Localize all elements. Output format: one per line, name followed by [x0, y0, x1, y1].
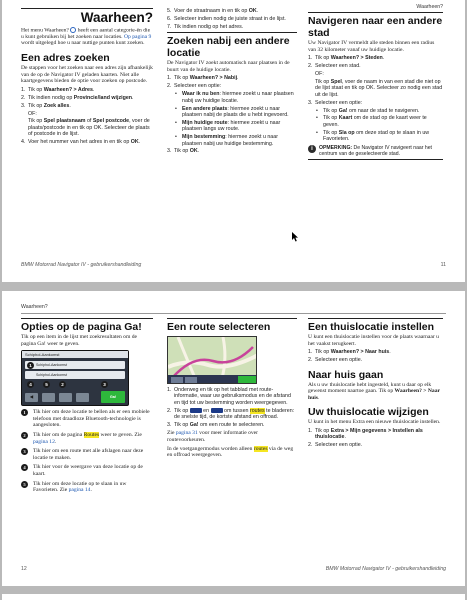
manual-page-12	[2, 291, 465, 586]
intro-paragraph: Het menu Waarheen? heeft een aantal categorie-ën die u kunt gebruiken bij het zoeken naar locaties. Op pagina 9 wordt uitgelegd hoe u naar nuttige punten kunt zoeken.	[21, 27, 152, 47]
section-heading: Een adres zoeken	[21, 52, 110, 65]
step-item: 1. Tik op Waarheen? > Adres.	[21, 86, 95, 93]
header-divider	[21, 313, 446, 314]
steps-list	[167, 387, 297, 428]
screen-row: Schiphol-Aankomst	[25, 371, 125, 379]
step-item: 1. Tik op Extra > Mijn gegevens > Instellen als thuislocatie.	[308, 427, 423, 441]
callout-item: 5 Tik hier om deze locatie op te slaan in uw Favorieten. Zie pagina 14.	[21, 481, 153, 494]
steps-list	[308, 100, 443, 106]
callout-item: 3 Tik hier om een route met alle afslagen naar deze locatie te maken.	[21, 448, 153, 461]
magnifier-icon	[70, 27, 76, 33]
highlight: Routes	[83, 431, 100, 438]
next-page-edge	[2, 594, 465, 600]
section-heading: Opties op de pagina Ga!	[21, 321, 142, 333]
step-item: 7. Tik indien nodig op het adres.	[167, 23, 244, 30]
page-link[interactable]: Op pagina 9	[124, 33, 152, 40]
footer-title: BMW Motorrad Navigator IV - gebruikershandleiding	[21, 262, 142, 268]
divider	[308, 318, 443, 319]
running-header: Waarheen?	[416, 4, 443, 10]
callout-marker: 4	[27, 381, 34, 388]
steps-list	[308, 428, 443, 449]
note-text: OPMERKING: De Navigator IV navigeert naar het centrum van de geselecteerde stad.	[319, 144, 432, 157]
section-body: In de voetgangermodus worden alleen routes via de weg en offroad weergegeven.	[167, 445, 294, 459]
step-item: 3. Tik op Zoek alles.	[21, 102, 71, 109]
section-heading: Naar huis gaan	[308, 368, 384, 381]
highlight: routes	[249, 407, 265, 414]
page-link[interactable]: pagina 31	[175, 430, 198, 437]
arrow-right-button-icon	[211, 408, 223, 413]
step-item: 1. Onderweg en tik op het tabblad met route-informatie, waar uw gebruiksmodus en de afstand en tijd tot uw bestemming worden weergegeven.	[167, 387, 291, 406]
step-item: 2. Tik op en om tussen routes te bladeren: de snelste tijd, de kortste afstand en offroad.	[167, 407, 295, 421]
steps-list	[308, 55, 443, 69]
page-link[interactable]: pagina 14	[68, 487, 91, 494]
step-item: 1. Tik op Waarheen? > Nabij.	[167, 75, 239, 82]
steps-list	[167, 148, 297, 154]
manual-page-11	[2, 0, 465, 282]
callout-marker: 1	[27, 362, 34, 369]
step-item: 6. Selecteer indien nodig de juiste straat in de lijst.	[167, 15, 286, 22]
step-item: 1. Tik op Waarheen? > Naar huis.	[308, 349, 391, 356]
step-item: 5. Voer de straatnaam in en tik op OK.	[167, 8, 259, 14]
section-body: Als u uw thuislocatie hebt ingesteld, kunt u daar op elk gewenst moment naartoe gaan. Tik op Waarheen? > Naar huis.	[308, 381, 440, 401]
column-left	[21, 8, 153, 147]
step-sub-text: Tik op Spel, voer de naam in van een stad die niet op de lijst staat en tik op OK. Selecteer zo nodig een stad uit de lijst.	[315, 78, 443, 98]
callout-marker: 2	[59, 381, 66, 388]
section-heading: Uw thuislocatie wijzigen	[308, 406, 429, 419]
step-item: 2. Selecteer een stad.	[308, 63, 361, 70]
column-left	[21, 318, 153, 497]
section-heading: Een thuislocatie instellen	[308, 321, 435, 333]
steps-list	[21, 139, 153, 145]
section-body: Zie pagina 31 voor meer informatie over routevoorkeuren.	[167, 430, 259, 444]
steps-list	[308, 349, 443, 363]
step-item: 2. Selecteer een optie:	[167, 83, 222, 90]
screen-title: Schiphol-Aankomst	[22, 351, 128, 358]
or-label: OF:	[315, 71, 324, 77]
option-item: • Tik op Ga! om naar de stad te navigeren.	[315, 108, 443, 114]
callout-item: 4 Tik hier voor de weergave van deze locatie op de kaart.	[21, 464, 153, 477]
running-header: Waarheen?	[21, 304, 48, 310]
option-item: • Tik op Kaart om de stad op de kaart weer te geven.	[315, 115, 443, 128]
divider	[167, 318, 297, 319]
column-right	[308, 318, 443, 450]
option-item: • Waar ik nu ben: hiermee zoekt u naar plaatsen nabij uw huidige locatie.	[174, 91, 297, 104]
route-button	[42, 393, 55, 402]
callout-item: 2 Tik hier om de pagina Routes weer te geven. Zie pagina 12.	[21, 432, 153, 445]
column-middle	[167, 318, 297, 461]
map-button	[59, 393, 72, 402]
back-button: ◀	[25, 393, 38, 402]
section-body: Uw Navigator IV vermeldt alle steden binnen een radius van 32 kilometer vanaf uw huidige locatie.	[308, 40, 435, 53]
divider	[21, 8, 153, 9]
option-item: • Een andere plaats: hiermee zoekt u naar plaatsen nabij de plaats die u hebt ingevoerd.	[174, 106, 297, 119]
step-item: 2. Selecteer een optie.	[308, 442, 363, 449]
divider	[21, 318, 153, 319]
steps-list	[167, 8, 297, 30]
page-link[interactable]: pagina 12	[33, 438, 55, 445]
callout-list	[21, 409, 153, 494]
section-body: De stappen voor het zoeken naar een adres zijn afhankelijk van de op de Navigator IV geladen kaarten. Niet alle kaartgegevens bieden de optie voor zoeken op postcode.	[21, 65, 153, 85]
option-item: • Tik op Sla op om deze stad op te slaan in uw Favorieten.	[315, 130, 443, 143]
callout-marker: 3	[101, 381, 108, 388]
section-heading: Een route selecteren	[167, 321, 271, 333]
column-middle	[167, 8, 297, 156]
step-item: 4. Voer het nummer van het adres in en tik op OK.	[21, 139, 141, 146]
or-label: OF:	[28, 110, 37, 117]
info-icon: i	[308, 145, 316, 153]
step-item: 2. Selecteer een optie.	[308, 357, 363, 364]
section-body: Tik op een item in de lijst met zoekresultaten om de pagina Ga! weer te geven.	[21, 334, 137, 347]
step-item: 3. Selecteer een optie:	[308, 99, 363, 106]
step-item: 3. Tik op Ga! om een route te selecteren.	[167, 422, 265, 429]
section-body: U kunt een thuislocatie instellen voor de plaats waarnaar u het vaakst terugkeert.	[308, 334, 439, 347]
options-list	[308, 108, 443, 143]
page-number: 12	[21, 566, 27, 572]
device-screenshot	[21, 350, 129, 406]
page-number: 11	[440, 262, 446, 268]
divider	[167, 32, 297, 33]
route-map-image	[167, 336, 257, 384]
section-heading: Navigeren naar een andere stad	[308, 15, 443, 39]
note-box	[308, 145, 443, 160]
go-button: Ga!	[101, 391, 125, 403]
column-right	[308, 4, 443, 160]
highlight: routes	[253, 445, 268, 452]
callout-item: 1 Tik hier om deze locatie te bellen als er een mobiele telefoon met draadloze Bluetooth-technologie is aangesloten.	[21, 409, 153, 429]
step-sub-text: Tik op Spel plaatsnaam of Spel postcode, voer de plaats/postcode in en tik op OK. Selecteer de plaats of postcode in de lijst.	[28, 118, 150, 138]
steps-list	[167, 75, 297, 89]
step-item: 3. Tik op OK.	[167, 148, 200, 155]
save-button	[76, 393, 89, 402]
section-heading: Zoeken nabij een andere locatie	[167, 35, 290, 60]
screen-row: Schiphol-Aankomst	[25, 361, 125, 369]
section-body: U kunt in het menu Extra een nieuwe thuislocatie instellen.	[308, 419, 441, 426]
arrow-left-button-icon	[190, 408, 202, 413]
callout-marker: 5	[43, 381, 50, 388]
divider	[308, 12, 443, 13]
steps-list	[21, 87, 153, 109]
footer-title: BMW Motorrad Navigator IV - gebruikershandleiding	[325, 566, 446, 572]
step-item: 2. Tik indien nodig op Provincie/land wijzigen.	[21, 94, 134, 101]
page-title: Waarheen?	[80, 10, 153, 25]
options-list	[167, 91, 297, 147]
mouse-cursor-icon	[292, 232, 299, 244]
section-body: De Navigator IV zoekt automatisch naar plaatsen in de buurt van de huidige locatie.	[167, 60, 290, 73]
option-item: • Mijn bestemming: hiermee zoekt u naar plaatsen nabij uw huidige bestemming.	[174, 134, 297, 147]
step-item: 1. Tik op Waarheen? > Steden.	[308, 55, 385, 62]
option-item: • Mijn huidige route: hiermee zoekt u naar plaatsen langs uw route.	[174, 120, 297, 133]
